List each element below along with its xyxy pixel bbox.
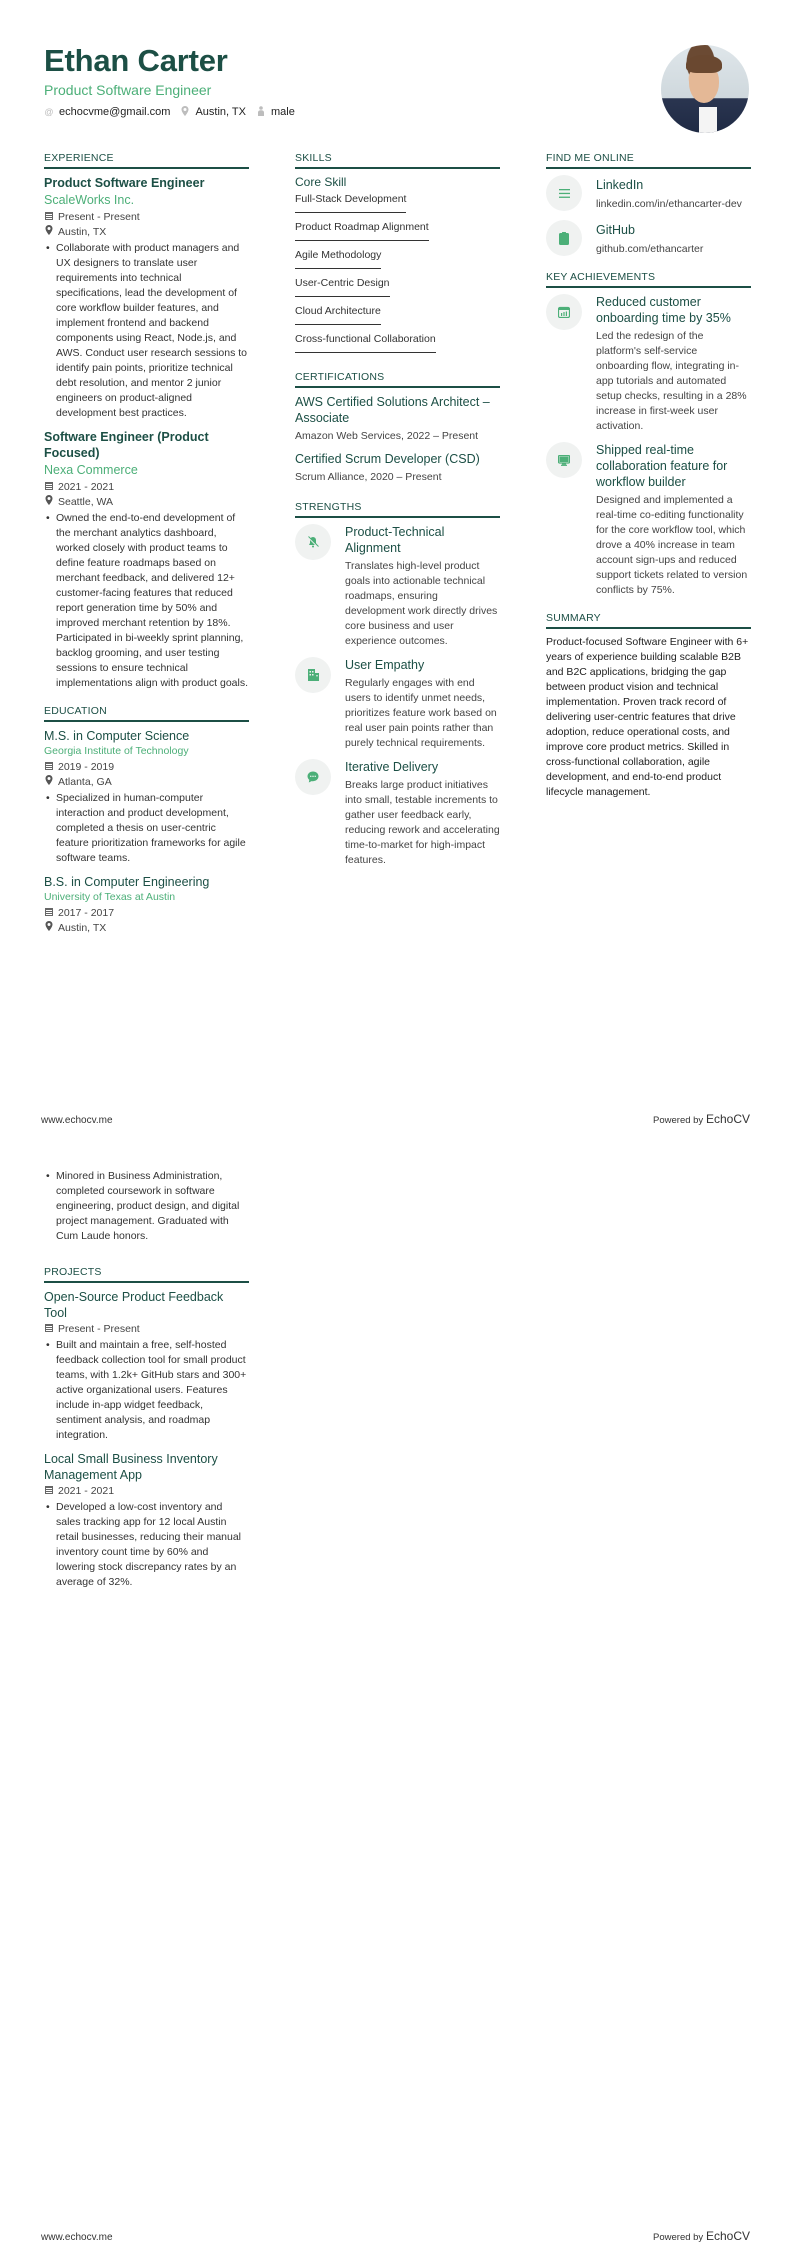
edu-bullets — [44, 1169, 249, 1244]
monitor-icon — [546, 442, 582, 478]
strength-desc: Breaks large product initiatives into small, testable increments to gather user feedback early, reducing rework and accelerating time-to-market for high-impact features. — [345, 779, 500, 866]
strength-title: User Empathy — [345, 658, 425, 672]
cert-issuer: Scrum Alliance, 2020 – Present — [295, 471, 442, 483]
gender-text: male — [270, 106, 295, 118]
brand-logo-text: EchoCV — [705, 1112, 750, 1126]
degree-title: M.S. in Computer Science — [44, 729, 190, 743]
cert-title: AWS Certified Solutions Architect – Associate — [295, 395, 490, 425]
certification-item — [295, 451, 500, 485]
achievement-title: Shipped real-time collaboration feature for workflow builder — [596, 443, 728, 489]
location-pin-icon — [180, 106, 190, 118]
achievement-desc: Led the redesign of the platform's self-service onboarding flow, integrating in-app tutorials and automated setup checks, resulting in a 28% increase in first-week user activation. — [596, 330, 747, 432]
left-column — [44, 152, 249, 943]
left-column-continued — [44, 1167, 249, 1598]
contact-gender — [256, 106, 295, 118]
link-url[interactable]: github.com/ethancarter — [596, 243, 704, 255]
calendar-icon — [44, 906, 53, 920]
job-dates: 2021 - 2021 — [44, 480, 249, 494]
skill-group-title: Core Skill — [295, 175, 347, 189]
section-title-find-me-online: FIND ME ONLINE — [546, 152, 751, 169]
certification-item — [295, 394, 500, 444]
bell-off-icon — [295, 524, 331, 560]
job-location: Austin, TX — [44, 225, 249, 239]
calendar-icon — [44, 1484, 53, 1498]
footer-website[interactable]: www.echocv.me — [41, 2232, 113, 2243]
photo-hair — [686, 55, 722, 73]
skill-item: User-Centric Design — [295, 277, 390, 297]
company-name: ScaleWorks Inc. — [44, 193, 135, 207]
achievement-item — [546, 442, 751, 598]
section-title-skills: SKILLS — [295, 152, 500, 169]
project-dates: 2021 - 2021 — [44, 1484, 249, 1498]
experience-item — [44, 175, 249, 421]
right-column — [546, 152, 751, 800]
strength-title: Product-Technical Alignment — [345, 525, 445, 555]
project-item — [44, 1289, 249, 1443]
bullet-item: • Collaborate with product managers and UX designers to translate user requirements into technical specifications, lead the development of core workflow builder features, and implement frontend and backend components using React, Node.js, and AWS. Conduct user research sessions to identify pain points, prioritize technical debt resolution, and mentor 2 junior engineers on product-aligned development best practices. — [44, 241, 249, 421]
edu-dates: 2019 - 2019 — [44, 760, 249, 774]
photo-shirt — [699, 107, 717, 133]
bullet-item: • Owned the end-to-end development of the merchant analytics dashboard, worked closely with product teams to define feature roadmaps based on merchant feedback, and delivered 12+ customer-facing features that reduced report generation time by 50% and improved merchant retention by 18%. Participated in bi-weekly sprint planning, backlog grooming, and user testing sessions to ensure technical implementations align with product goals. — [44, 511, 249, 691]
project-item — [44, 1451, 249, 1590]
strength-item — [295, 759, 500, 868]
education-item — [44, 728, 249, 866]
skill-item: Cross-functional Collaboration — [295, 333, 436, 353]
menu-lines-icon — [546, 175, 582, 211]
profile-photo — [661, 45, 749, 133]
school-name: Georgia Institute of Technology — [44, 745, 189, 757]
bullet-item: • Developed a low-cost inventory and sales tracking app for 12 local Austin retail businesses, reducing their manual inventory count time by 60% and lowering stock discrepancy rates by an average of 32%. — [44, 1500, 249, 1590]
job-title: Product Software Engineer — [44, 176, 205, 190]
bullet-item: • Specialized in human-computer interaction and product development, completed a thesis on user-centric feature prioritization frameworks for agile software teams. — [44, 791, 249, 866]
strength-desc: Regularly engages with end users to identify unmet needs, prioritizes feature work based on real user pain points rather than purely technical requirements. — [345, 677, 497, 749]
section-title-education: EDUCATION — [44, 705, 249, 722]
building-icon — [295, 657, 331, 693]
cert-title: Certified Scrum Developer (CSD) — [295, 452, 480, 466]
email-text: echocvme@gmail.com — [59, 106, 171, 118]
strength-desc: Translates high-level product goals into actionable technical roadmaps, ensuring development work directly drives core business and user experience outcomes. — [345, 560, 498, 647]
experience-item — [44, 429, 249, 691]
person-icon — [256, 106, 266, 118]
section-title-strengths: STRENGTHS — [295, 501, 500, 518]
company-name: Nexa Commerce — [44, 463, 138, 477]
page-footer — [41, 2229, 750, 2243]
skill-item: Agile Methodology — [295, 249, 381, 269]
summary-text: Product-focused Software Engineer with 6+ years of experience building scalable B2B and B2C applications, bridging the gap between product vision and technical implementation. Proven track record of delivering user-centric features that drive adoption, reduce operational costs, and improve core product metrics. Skilled in cross-functional collaboration, agile development, and end-to-end product lifecycle management. — [546, 636, 749, 798]
bullet-item: • Built and maintain a free, self-hosted feedback collection tool for small product teams, with 1.2k+ GitHub stars and 300+ active organizational users. Features include in-app widget feedback, sentiment analysis, and roadmap integration. — [44, 1338, 249, 1443]
project-bullets — [44, 1338, 249, 1443]
location-pin-icon — [44, 495, 53, 509]
at-icon: @ — [44, 107, 54, 117]
skill-item: Full-Stack Development — [295, 193, 406, 213]
candidate-role: Product Software Engineer — [44, 82, 212, 98]
brand-logo-text: EchoCV — [705, 2229, 750, 2243]
edu-dates: 2017 - 2017 — [44, 906, 249, 920]
job-location: Seattle, WA — [44, 495, 249, 509]
calendar-icon — [44, 1322, 53, 1336]
education-item — [44, 874, 249, 935]
strength-item — [295, 524, 500, 649]
candidate-name: Ethan Carter — [44, 43, 228, 78]
resume-header — [44, 44, 644, 118]
job-bullets — [44, 241, 249, 421]
edu-bullets — [44, 791, 249, 866]
school-name: University of Texas at Austin — [44, 891, 176, 903]
strength-title: Iterative Delivery — [345, 760, 439, 774]
location-text: Austin, TX — [195, 106, 246, 118]
achievement-desc: Designed and implemented a real-time co-editing functionality for the core workflow tool, which drove a 40% increase in team account sign-ups and reduced support tickets related to version conflicts by 75%. — [596, 494, 748, 596]
contact-location — [180, 106, 246, 118]
strength-item — [295, 657, 500, 751]
middle-column — [295, 152, 500, 876]
edu-location: Austin, TX — [44, 921, 249, 935]
location-pin-icon — [44, 921, 53, 935]
calendar-icon — [44, 480, 53, 494]
section-title-summary: SUMMARY — [546, 612, 751, 629]
job-title: Software Engineer (Product Focused) — [44, 430, 209, 460]
contact-email — [44, 106, 170, 118]
footer-website[interactable]: www.echocv.me — [41, 1115, 113, 1126]
edu-location: Atlanta, GA — [44, 775, 249, 789]
degree-title: B.S. in Computer Engineering — [44, 875, 210, 889]
location-pin-icon — [44, 775, 53, 789]
resume-page-2 — [0, 1123, 794, 2246]
cert-issuer: Amazon Web Services, 2022 – Present — [295, 430, 479, 442]
footer-powered-by: Powered by EchoCV — [653, 2229, 750, 2243]
section-title-certifications: CERTIFICATIONS — [295, 371, 500, 388]
calendar-icon — [44, 760, 53, 774]
calendar-chart-icon — [546, 294, 582, 330]
project-title: Open-Source Product Feedback Tool — [44, 1290, 224, 1320]
calendar-icon — [44, 210, 53, 224]
link-item-linkedin[interactable] — [546, 175, 751, 212]
bullet-item: • Minored in Business Administration, completed coursework in software engineering, product design, and digital project management. Graduated with Cum Laude honors. — [44, 1169, 249, 1244]
chat-bubble-icon — [295, 759, 331, 795]
footer-powered-by: Powered by EchoCV — [653, 1112, 750, 1126]
achievement-title: Reduced customer onboarding time by 35% — [596, 295, 731, 325]
project-bullets — [44, 1500, 249, 1590]
section-title-key-achievements: KEY ACHIEVEMENTS — [546, 271, 751, 288]
link-url[interactable]: linkedin.com/in/ethancarter-dev — [596, 198, 742, 210]
contact-info — [44, 106, 644, 118]
project-title: Local Small Business Inventory Management App — [44, 1452, 218, 1482]
clipboard-icon — [546, 220, 582, 256]
link-label: GitHub — [596, 223, 635, 237]
achievement-item — [546, 294, 751, 434]
location-pin-icon — [44, 225, 53, 239]
section-title-experience: EXPERIENCE — [44, 152, 249, 169]
skill-item: Product Roadmap Alignment — [295, 221, 429, 241]
section-title-projects: PROJECTS — [44, 1266, 249, 1283]
link-label: LinkedIn — [596, 178, 644, 192]
skills-list — [295, 193, 500, 361]
skill-item: Cloud Architecture — [295, 305, 381, 325]
link-item-github[interactable] — [546, 220, 751, 257]
job-bullets — [44, 511, 249, 691]
project-dates: Present - Present — [44, 1322, 249, 1336]
job-dates: Present - Present — [44, 210, 249, 224]
